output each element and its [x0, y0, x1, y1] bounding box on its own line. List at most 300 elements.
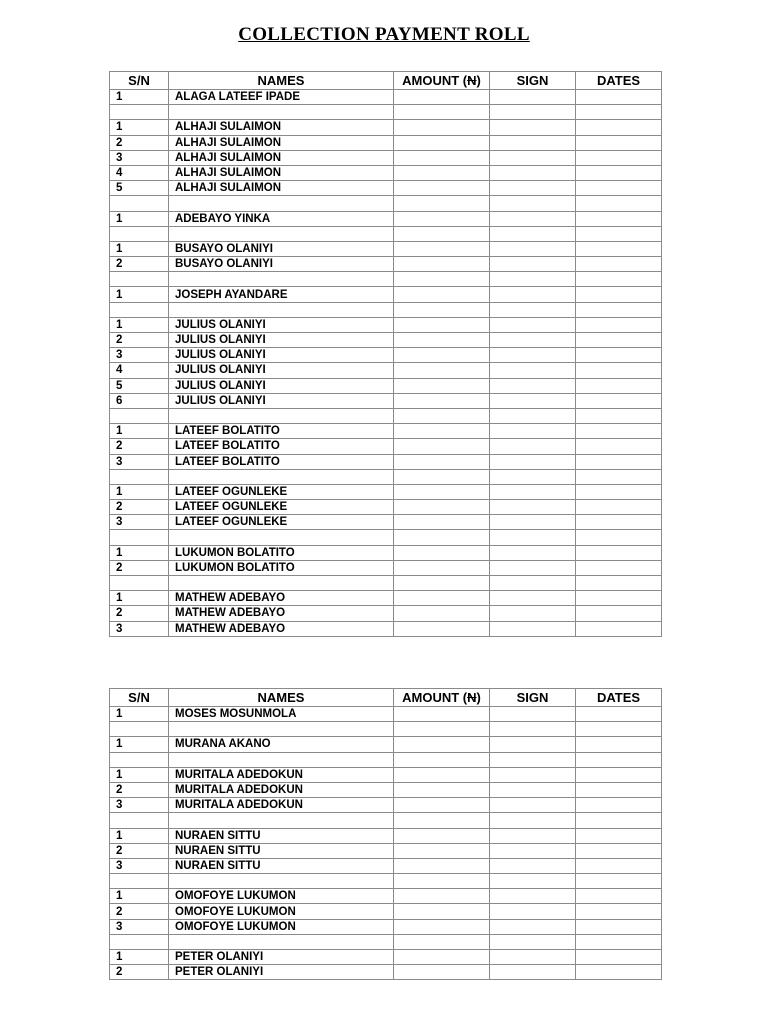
table-row — [110, 165, 662, 180]
sn-cell: 2 — [110, 782, 169, 797]
sn-cell: 2 — [110, 965, 169, 980]
amount-cell — [394, 737, 490, 752]
sn-cell: 1 — [110, 767, 169, 782]
table-row — [110, 904, 662, 919]
table-row — [110, 722, 662, 737]
sign-cell — [490, 934, 576, 949]
amount-cell — [394, 484, 490, 499]
naira-symbol: N — [467, 689, 477, 705]
sn-column-header: S/N — [110, 689, 169, 707]
dates-column-header: DATES — [576, 72, 662, 90]
date-cell — [576, 302, 662, 317]
sign-cell — [490, 965, 576, 980]
amount-cell — [394, 196, 490, 211]
sn-cell: 1 — [110, 707, 169, 722]
date-cell — [576, 904, 662, 919]
sn-cell: 1 — [110, 211, 169, 226]
date-cell — [576, 408, 662, 423]
name-cell: MATHEW ADEBAYO — [169, 591, 394, 606]
amount-cell — [394, 515, 490, 530]
sign-cell — [490, 874, 576, 889]
amount-label-close: ) — [476, 72, 481, 88]
date-cell — [576, 889, 662, 904]
sign-cell — [490, 606, 576, 621]
sn-cell: 3 — [110, 858, 169, 873]
sn-cell — [110, 934, 169, 949]
name-cell — [169, 408, 394, 423]
table-row — [110, 606, 662, 621]
table-row — [110, 333, 662, 348]
date-cell — [576, 120, 662, 135]
table-row — [110, 150, 662, 165]
sign-cell — [490, 767, 576, 782]
amount-cell — [394, 591, 490, 606]
table-row — [110, 211, 662, 226]
table-row — [110, 500, 662, 515]
amount-cell — [394, 798, 490, 813]
date-cell — [576, 934, 662, 949]
payment-roll-table-2 — [109, 688, 662, 980]
date-cell — [576, 241, 662, 256]
sn-cell: 3 — [110, 798, 169, 813]
date-cell — [576, 439, 662, 454]
sign-cell — [490, 707, 576, 722]
sign-cell — [490, 737, 576, 752]
table-row — [110, 241, 662, 256]
date-cell — [576, 469, 662, 484]
sign-cell — [490, 196, 576, 211]
sn-cell — [110, 752, 169, 767]
sn-cell — [110, 469, 169, 484]
amount-cell — [394, 317, 490, 332]
sn-cell: 3 — [110, 348, 169, 363]
name-cell: OMOFOYE LUKUMON — [169, 919, 394, 934]
sign-cell — [490, 560, 576, 575]
table-row — [110, 363, 662, 378]
name-cell — [169, 302, 394, 317]
name-cell: OMOFOYE LUKUMON — [169, 889, 394, 904]
sign-cell — [490, 257, 576, 272]
amount-cell — [394, 454, 490, 469]
sn-cell: 1 — [110, 828, 169, 843]
name-cell: LUKUMON BOLATITO — [169, 545, 394, 560]
sign-cell — [490, 591, 576, 606]
sign-cell — [490, 393, 576, 408]
table-row — [110, 576, 662, 591]
name-cell — [169, 934, 394, 949]
sn-cell: 6 — [110, 393, 169, 408]
table-row — [110, 782, 662, 797]
date-cell — [576, 257, 662, 272]
table-row — [110, 484, 662, 499]
amount-cell — [394, 767, 490, 782]
name-cell: JULIUS OLANIYI — [169, 317, 394, 332]
amount-cell — [394, 165, 490, 180]
name-cell: LUKUMON BOLATITO — [169, 560, 394, 575]
table-row — [110, 424, 662, 439]
sn-cell: 1 — [110, 317, 169, 332]
date-cell — [576, 515, 662, 530]
amount-cell — [394, 378, 490, 393]
sn-cell — [110, 722, 169, 737]
sign-cell — [490, 752, 576, 767]
date-cell — [576, 150, 662, 165]
name-cell — [169, 752, 394, 767]
name-cell — [169, 469, 394, 484]
sign-cell — [490, 105, 576, 120]
date-cell — [576, 105, 662, 120]
sign-cell — [490, 302, 576, 317]
table-row — [110, 135, 662, 150]
amount-cell — [394, 393, 490, 408]
sign-cell — [490, 843, 576, 858]
name-cell: ALHAJI SULAIMON — [169, 150, 394, 165]
sign-cell — [490, 363, 576, 378]
sn-cell: 4 — [110, 363, 169, 378]
table-row — [110, 813, 662, 828]
sign-cell — [490, 135, 576, 150]
name-cell: JULIUS OLANIYI — [169, 378, 394, 393]
date-cell — [576, 707, 662, 722]
amount-cell — [394, 752, 490, 767]
amount-cell — [394, 424, 490, 439]
amount-cell — [394, 722, 490, 737]
sn-cell: 1 — [110, 241, 169, 256]
table-row — [110, 348, 662, 363]
table-row — [110, 767, 662, 782]
name-cell: ADEBAYO YINKA — [169, 211, 394, 226]
date-cell — [576, 181, 662, 196]
name-cell: MOSES MOSUNMOLA — [169, 707, 394, 722]
name-cell — [169, 196, 394, 211]
table-row — [110, 515, 662, 530]
sn-cell: 5 — [110, 378, 169, 393]
name-cell: MURITALA ADEDOKUN — [169, 767, 394, 782]
sign-cell — [490, 408, 576, 423]
table-row — [110, 737, 662, 752]
amount-cell — [394, 257, 490, 272]
amount-cell — [394, 120, 490, 135]
sign-column-header: SIGN — [490, 72, 576, 90]
amount-cell — [394, 439, 490, 454]
sn-cell — [110, 408, 169, 423]
sign-cell — [490, 378, 576, 393]
amount-cell — [394, 348, 490, 363]
table-row — [110, 226, 662, 241]
sn-cell — [110, 226, 169, 241]
table-row — [110, 621, 662, 636]
date-cell — [576, 348, 662, 363]
amount-cell — [394, 965, 490, 980]
sn-cell: 1 — [110, 90, 169, 105]
sn-cell — [110, 530, 169, 545]
amount-cell — [394, 545, 490, 560]
name-cell: ALHAJI SULAIMON — [169, 120, 394, 135]
amount-cell — [394, 843, 490, 858]
date-cell — [576, 782, 662, 797]
name-cell: MURITALA ADEDOKUN — [169, 798, 394, 813]
table-row — [110, 707, 662, 722]
sn-cell: 2 — [110, 257, 169, 272]
amount-cell — [394, 919, 490, 934]
amount-cell — [394, 90, 490, 105]
date-cell — [576, 424, 662, 439]
sign-cell — [490, 950, 576, 965]
sn-cell: 3 — [110, 919, 169, 934]
table-row — [110, 798, 662, 813]
table-row — [110, 934, 662, 949]
amount-column-header — [394, 72, 490, 90]
sn-cell — [110, 196, 169, 211]
sign-cell — [490, 515, 576, 530]
date-cell — [576, 317, 662, 332]
sn-cell: 1 — [110, 737, 169, 752]
names-column-header: NAMES — [169, 72, 394, 90]
table-row — [110, 858, 662, 873]
sn-cell: 2 — [110, 135, 169, 150]
table-row — [110, 919, 662, 934]
amount-cell — [394, 950, 490, 965]
date-cell — [576, 226, 662, 241]
sign-cell — [490, 782, 576, 797]
sign-cell — [490, 798, 576, 813]
date-cell — [576, 874, 662, 889]
sign-column-header: SIGN — [490, 689, 576, 707]
table-row — [110, 287, 662, 302]
sn-cell: 2 — [110, 500, 169, 515]
amount-cell — [394, 904, 490, 919]
sn-cell: 1 — [110, 424, 169, 439]
amount-cell — [394, 530, 490, 545]
date-cell — [576, 165, 662, 180]
sn-cell: 2 — [110, 560, 169, 575]
date-cell — [576, 272, 662, 287]
sign-cell — [490, 484, 576, 499]
sn-cell: 4 — [110, 165, 169, 180]
table-row — [110, 469, 662, 484]
sign-cell — [490, 348, 576, 363]
table-row — [110, 90, 662, 105]
name-cell: JULIUS OLANIYI — [169, 348, 394, 363]
date-cell — [576, 965, 662, 980]
sn-cell — [110, 302, 169, 317]
amount-cell — [394, 226, 490, 241]
table-row — [110, 843, 662, 858]
sign-cell — [490, 722, 576, 737]
sign-cell — [490, 439, 576, 454]
table-row — [110, 560, 662, 575]
name-cell: BUSAYO OLANIYI — [169, 241, 394, 256]
sn-cell: 3 — [110, 621, 169, 636]
table-row — [110, 105, 662, 120]
name-cell: ALHAJI SULAIMON — [169, 135, 394, 150]
date-cell — [576, 919, 662, 934]
sn-cell: 1 — [110, 591, 169, 606]
amount-cell — [394, 135, 490, 150]
sn-cell: 2 — [110, 439, 169, 454]
amount-column-header — [394, 689, 490, 707]
table-row — [110, 439, 662, 454]
sn-cell — [110, 813, 169, 828]
sn-cell: 1 — [110, 889, 169, 904]
amount-cell — [394, 302, 490, 317]
amount-cell — [394, 606, 490, 621]
table-row — [110, 181, 662, 196]
date-cell — [576, 606, 662, 621]
sign-cell — [490, 287, 576, 302]
amount-cell — [394, 241, 490, 256]
name-cell — [169, 576, 394, 591]
sn-cell: 1 — [110, 120, 169, 135]
name-cell: MATHEW ADEBAYO — [169, 621, 394, 636]
name-cell: JULIUS OLANIYI — [169, 333, 394, 348]
table-row — [110, 965, 662, 980]
date-cell — [576, 90, 662, 105]
name-cell: JULIUS OLANIYI — [169, 393, 394, 408]
date-cell — [576, 828, 662, 843]
sign-cell — [490, 500, 576, 515]
table-row — [110, 950, 662, 965]
date-cell — [576, 843, 662, 858]
table-row — [110, 196, 662, 211]
date-cell — [576, 530, 662, 545]
sign-cell — [490, 181, 576, 196]
amount-cell — [394, 858, 490, 873]
table-row — [110, 591, 662, 606]
name-cell: MURITALA ADEDOKUN — [169, 782, 394, 797]
naira-symbol: N — [467, 72, 477, 88]
sign-cell — [490, 226, 576, 241]
sign-cell — [490, 889, 576, 904]
amount-cell — [394, 211, 490, 226]
table-row — [110, 828, 662, 843]
sign-cell — [490, 272, 576, 287]
date-cell — [576, 737, 662, 752]
sign-cell — [490, 919, 576, 934]
date-cell — [576, 363, 662, 378]
table-row — [110, 874, 662, 889]
sn-cell: 2 — [110, 606, 169, 621]
sn-cell — [110, 105, 169, 120]
date-cell — [576, 393, 662, 408]
amount-label: AMOUNT ( — [402, 689, 468, 705]
header-row — [110, 689, 662, 707]
sign-cell — [490, 317, 576, 332]
amount-cell — [394, 272, 490, 287]
date-cell — [576, 798, 662, 813]
date-cell — [576, 135, 662, 150]
page-title: COLLECTION PAYMENT ROLL — [238, 24, 530, 45]
sign-cell — [490, 828, 576, 843]
sn-cell: 1 — [110, 287, 169, 302]
amount-cell — [394, 828, 490, 843]
sign-cell — [490, 424, 576, 439]
name-cell: NURAEN SITTU — [169, 843, 394, 858]
amount-cell — [394, 874, 490, 889]
name-cell: OMOFOYE LUKUMON — [169, 904, 394, 919]
name-cell: LATEEF OGUNLEKE — [169, 500, 394, 515]
date-cell — [576, 378, 662, 393]
sign-cell — [490, 120, 576, 135]
name-cell: LATEEF OGUNLEKE — [169, 484, 394, 499]
date-cell — [576, 752, 662, 767]
sign-cell — [490, 165, 576, 180]
name-cell: MURANA AKANO — [169, 737, 394, 752]
sn-cell — [110, 576, 169, 591]
sign-cell — [490, 576, 576, 591]
name-cell: LATEEF BOLATITO — [169, 454, 394, 469]
sign-cell — [490, 858, 576, 873]
sn-cell: 5 — [110, 181, 169, 196]
amount-cell — [394, 576, 490, 591]
date-cell — [576, 576, 662, 591]
amount-cell — [394, 181, 490, 196]
amount-cell — [394, 560, 490, 575]
name-cell — [169, 272, 394, 287]
table-row — [110, 454, 662, 469]
name-cell: JULIUS OLANIYI — [169, 363, 394, 378]
sign-cell — [490, 904, 576, 919]
name-cell — [169, 722, 394, 737]
sign-cell — [490, 454, 576, 469]
sign-cell — [490, 530, 576, 545]
date-cell — [576, 813, 662, 828]
table-row — [110, 120, 662, 135]
sn-cell: 1 — [110, 950, 169, 965]
name-cell: BUSAYO OLANIYI — [169, 257, 394, 272]
date-cell — [576, 196, 662, 211]
name-cell: ALHAJI SULAIMON — [169, 181, 394, 196]
amount-cell — [394, 150, 490, 165]
amount-cell — [394, 813, 490, 828]
name-cell: MATHEW ADEBAYO — [169, 606, 394, 621]
date-cell — [576, 621, 662, 636]
sign-cell — [490, 813, 576, 828]
date-cell — [576, 560, 662, 575]
sn-cell — [110, 272, 169, 287]
sign-cell — [490, 211, 576, 226]
name-cell: PETER OLANIYI — [169, 950, 394, 965]
amount-cell — [394, 782, 490, 797]
date-cell — [576, 950, 662, 965]
sn-cell: 3 — [110, 150, 169, 165]
table-row — [110, 378, 662, 393]
names-column-header: NAMES — [169, 689, 394, 707]
name-cell — [169, 530, 394, 545]
amount-cell — [394, 105, 490, 120]
sign-cell — [490, 333, 576, 348]
date-cell — [576, 287, 662, 302]
table-row — [110, 317, 662, 332]
sign-cell — [490, 545, 576, 560]
date-cell — [576, 500, 662, 515]
sn-cell: 2 — [110, 904, 169, 919]
dates-column-header: DATES — [576, 689, 662, 707]
name-cell: NURAEN SITTU — [169, 858, 394, 873]
date-cell — [576, 858, 662, 873]
name-cell: ALHAJI SULAIMON — [169, 165, 394, 180]
table-row — [110, 257, 662, 272]
date-cell — [576, 722, 662, 737]
amount-cell — [394, 287, 490, 302]
name-cell — [169, 813, 394, 828]
table-row — [110, 408, 662, 423]
sn-cell: 2 — [110, 843, 169, 858]
name-cell — [169, 874, 394, 889]
sign-cell — [490, 621, 576, 636]
name-cell: LATEEF BOLATITO — [169, 439, 394, 454]
name-cell: NURAEN SITTU — [169, 828, 394, 843]
